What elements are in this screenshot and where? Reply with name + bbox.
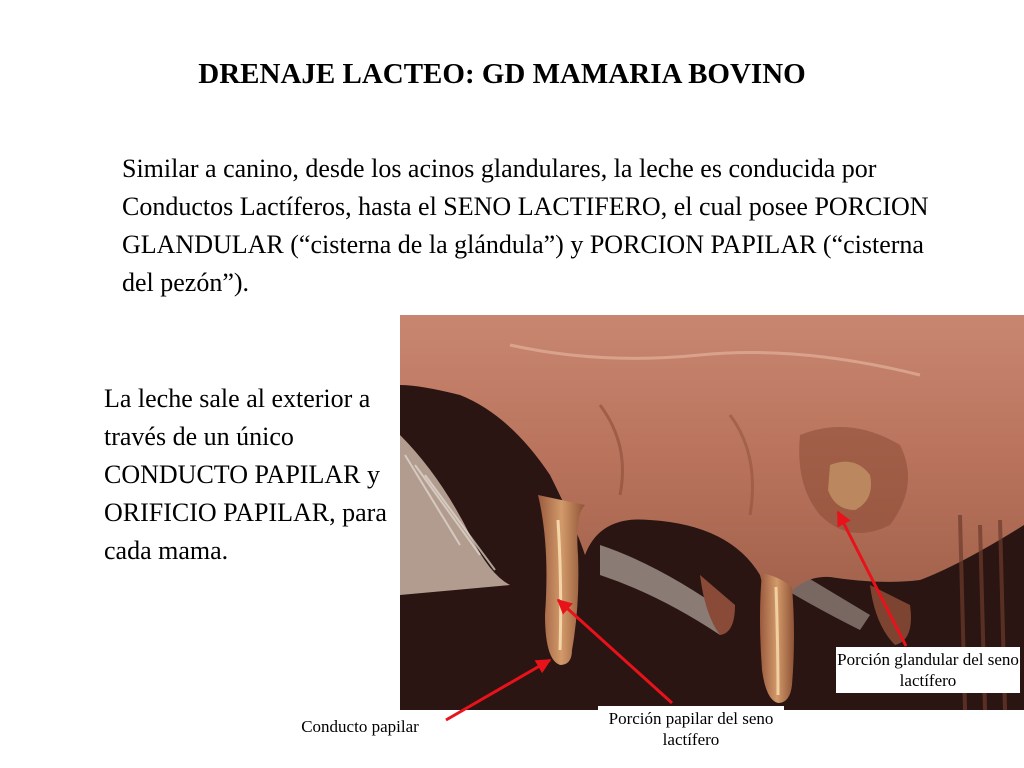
description-paragraph: Similar a canino, desde los acinos glandulares, la leche es conducida por Conductos Lactíferos, hasta el SENO LACTIFERO, el cual posee PORCION GLANDULAR (“cisterna de la glándula”) y PORCION PAPILAR (“cisterna del pezón”). [122,154,929,297]
label-papillary-duct: Conducto papilar [276,716,444,737]
papillary-duct-paragraph: La leche sale al exterior a través de un único CONDUCTO PAPILAR y ORIFICIO PAPILAR, para cada mama. [104,384,387,565]
label-glandular-portion: Porción glandular del seno lactífero [836,647,1020,693]
slide-title: DRENAJE LACTEO: GD MAMARIA BOVINO [198,58,806,90]
label-papillary-portion: Porción papilar del seno lactífero [598,706,784,752]
